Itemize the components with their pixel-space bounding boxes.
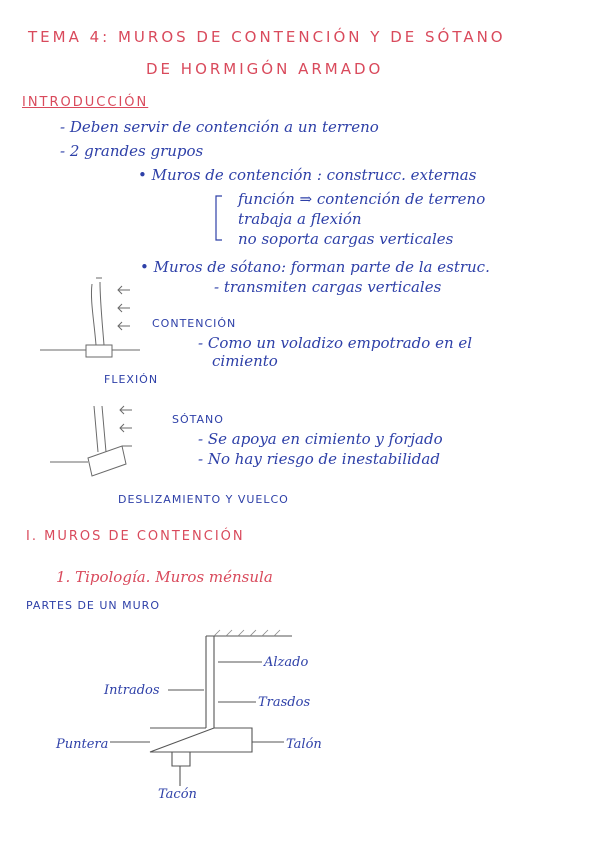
sotano-item: - transmiten cargas verticales [214, 278, 442, 296]
contencion-item-2: trabaja a flexión [238, 210, 362, 228]
sketch1-label: CONTENCIÓN [152, 317, 237, 330]
contencion-item-1: función ⇒ contención de terreno [238, 190, 486, 208]
sketch1-caption: FLEXIÓN [104, 373, 159, 386]
label-intrados: Intrados [104, 683, 160, 698]
label-tacon: Tacón [158, 787, 197, 802]
sotano-title: • Muros de sótano: forman parte de la estruc. [140, 258, 490, 276]
sketch2-note-1: - Se apoya en cimiento y forjado [198, 430, 443, 448]
title-line2: DE HORMIGÓN ARMADO [146, 60, 384, 78]
label-alzado: Alzado [264, 655, 309, 670]
intro-bullet-2: - 2 grandes grupos [60, 142, 204, 160]
sketch2-label: SÓTANO [172, 413, 224, 426]
contencion-item-3: no soporta cargas verticales [238, 230, 454, 248]
parts-heading: PARTES DE UN MURO [26, 599, 160, 612]
sketch1-note-line1: - Como un voladizo empotrado en el [198, 334, 473, 352]
section1-subheading: 1. Tipología. Muros ménsula [56, 568, 273, 586]
label-talon: Talón [286, 737, 322, 752]
sketch1-note-line2: cimiento [212, 352, 278, 370]
sketch2-wall-drawing [50, 406, 132, 476]
label-trasdos: Trasdos [258, 695, 311, 710]
contencion-bracket [216, 196, 222, 240]
sketch2-note-2: - No hay riesgo de inestabilidad [198, 450, 440, 468]
contencion-title: • Muros de contención : construcc. externas [138, 166, 477, 184]
sketch1-wall-drawing [40, 278, 140, 357]
sketch2-caption: DESLIZAMIENTO Y VUELCO [118, 493, 289, 506]
intro-heading: INTRODUCCIÓN [22, 95, 149, 110]
title-line1: TEMA 4: MUROS DE CONTENCIÓN Y DE SÓTANO [28, 28, 506, 46]
section1-heading: I. MUROS DE CONTENCIÓN [26, 529, 245, 544]
label-puntera: Puntera [56, 737, 109, 752]
wall-parts-diagram [110, 630, 292, 786]
intro-bullet-1: - Deben servir de contención a un terreno [60, 118, 379, 136]
